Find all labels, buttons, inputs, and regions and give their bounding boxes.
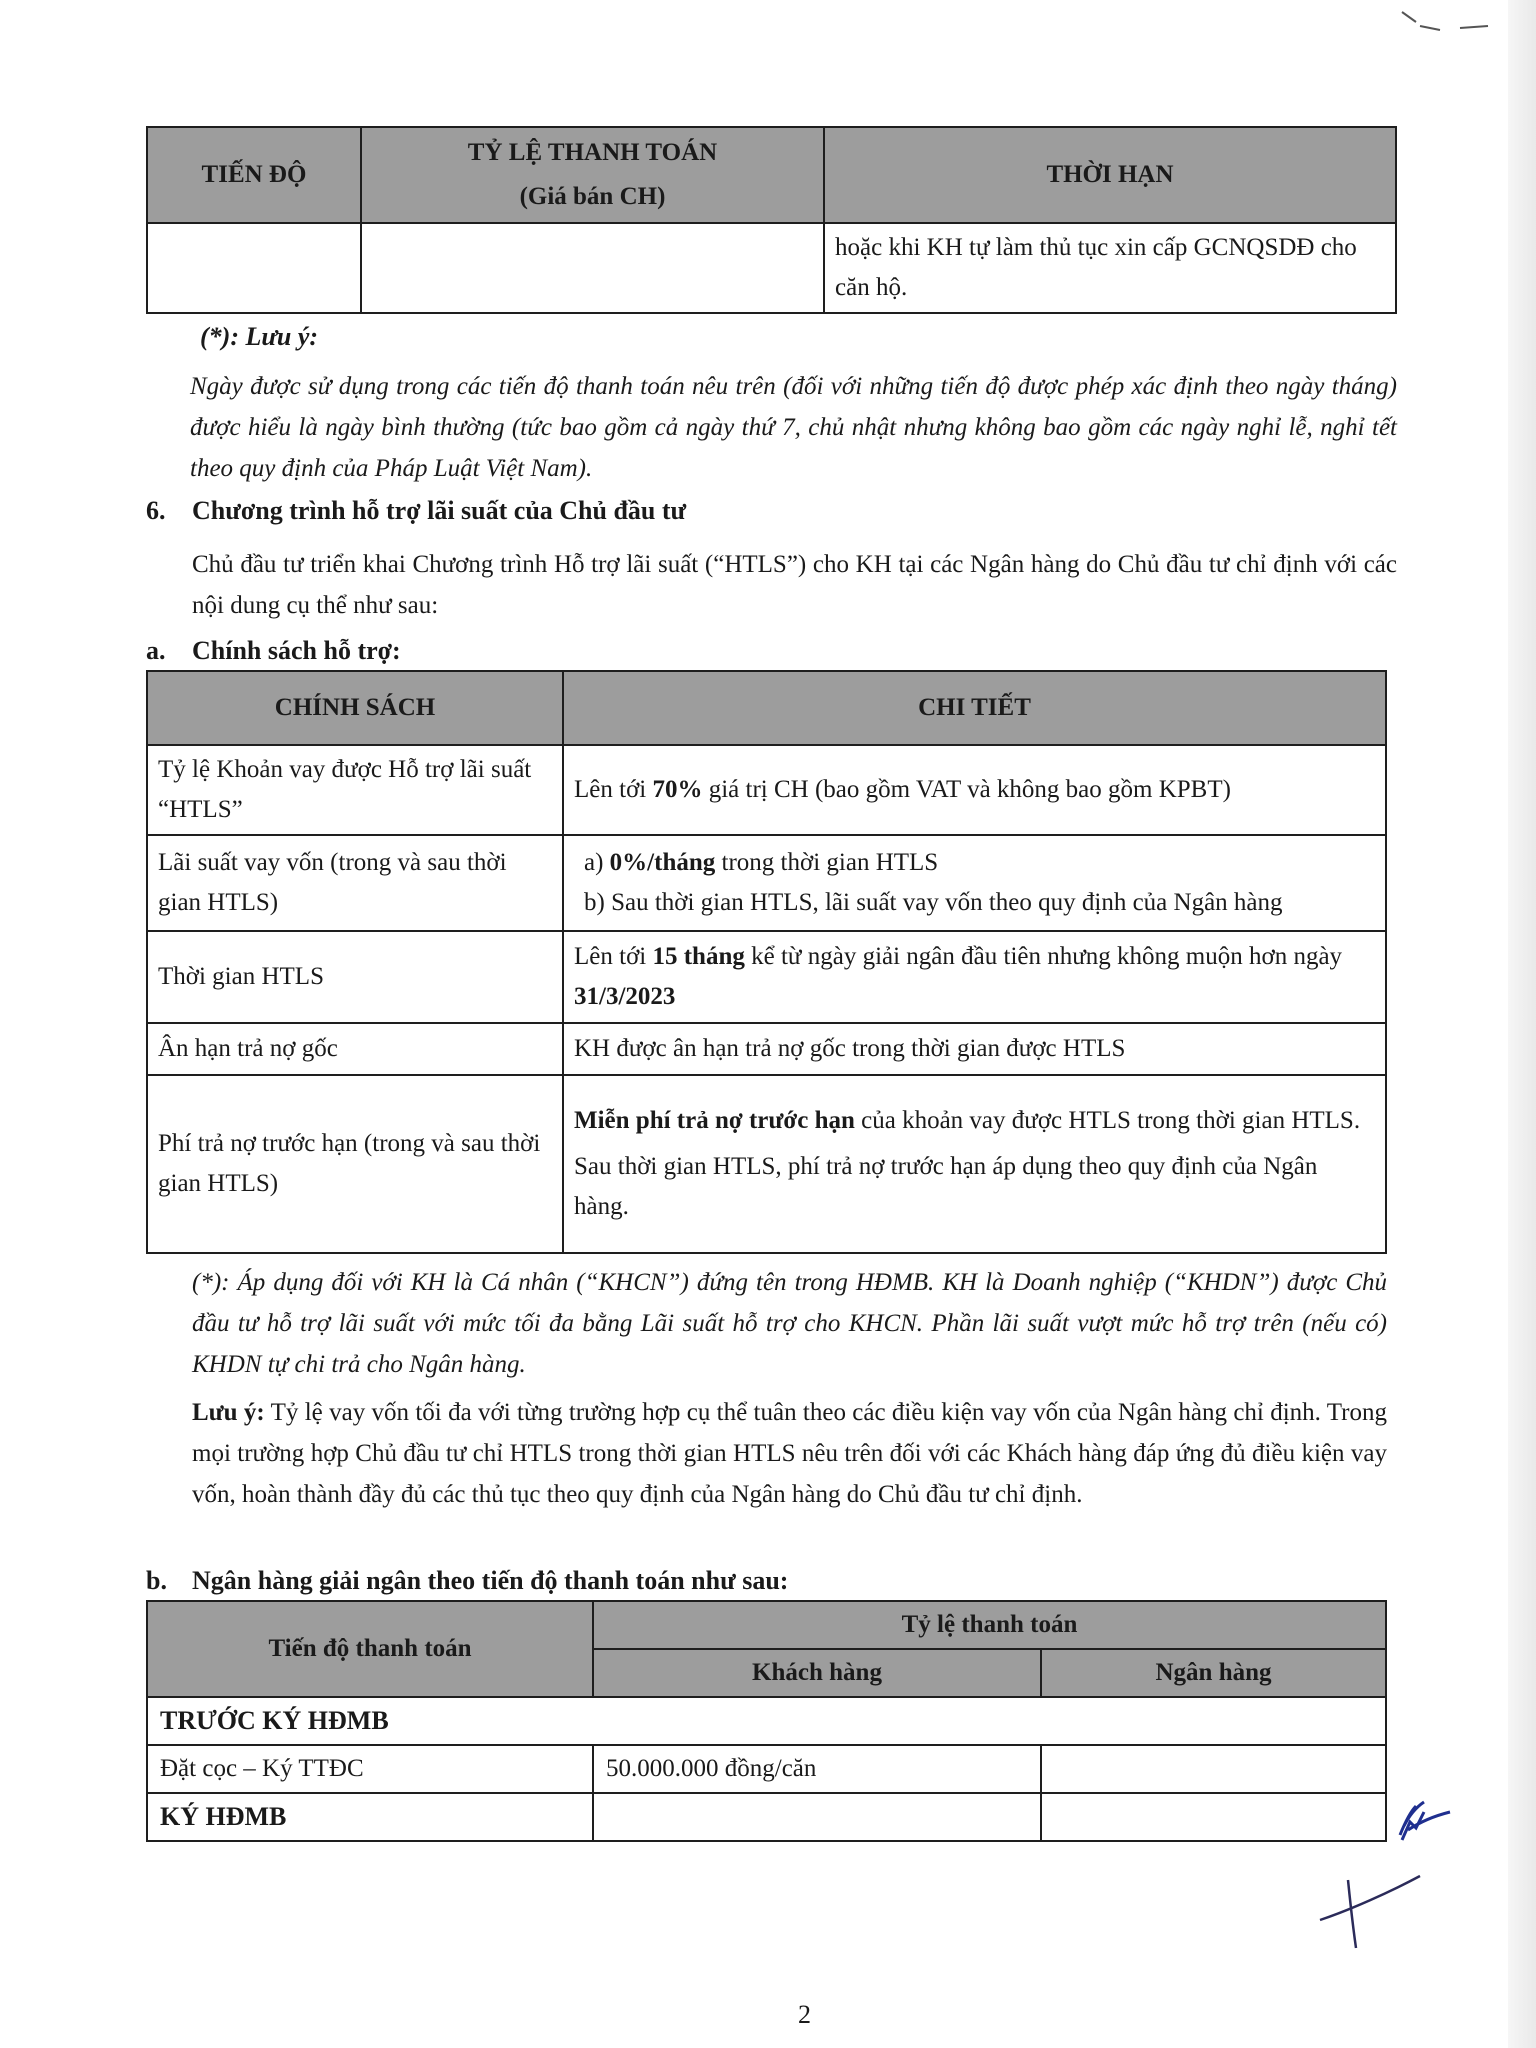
cell-deadline: hoặc khi KH tự làm thủ tục xin cấp GCNQSDĐ cho căn hộ.: [824, 223, 1396, 313]
cell-policy: Thời gian HTLS: [147, 931, 563, 1023]
detail-text: Lên tới: [574, 776, 653, 803]
cell-progress-sign: KÝ HĐMB: [147, 1793, 593, 1841]
table-row: [147, 1075, 1386, 1253]
cell-customer: 50.000.000 đồng/căn: [593, 1745, 1041, 1793]
section-b-heading: [146, 1566, 788, 1596]
section-6-number: 6.: [146, 496, 166, 525]
detail-line-a: [584, 843, 1375, 883]
header-deadline: THỜI HẠN: [824, 127, 1396, 223]
table-row: [147, 1745, 1386, 1793]
payment-schedule-table: [146, 126, 1397, 314]
cell-detail: [563, 1075, 1386, 1253]
header-policy: CHÍNH SÁCH: [147, 671, 563, 745]
table-header-row: [147, 127, 1396, 223]
detail-bold: 31/3/2023: [574, 983, 676, 1010]
detail-text: kể từ ngày giải ngân đầu tiên nhưng không muộn hơn ngày: [744, 943, 1343, 970]
section-6-heading: [146, 496, 686, 526]
cell-policy: Tỷ lệ Khoản vay được Hỗ trợ lãi suất “HTLS”: [147, 745, 563, 835]
section-6-body: Chủ đầu tư triển khai Chương trình Hỗ trợ lãi suất (“HTLS”) cho KH tại các Ngân hàng do Chủ đầu tư chỉ định với các nội dung cụ thể như sau:: [192, 551, 1397, 619]
section-row-before: TRƯỚC KÝ HĐMB: [147, 1697, 1386, 1745]
note-3-body: Tỷ lệ vay vốn tối đa với từng trường hợp cụ thể tuân theo các điều kiện vay vốn của Ngân hàng chỉ định. Trong mọi trường hợp Chủ đầu tư chỉ HTLS trong thời gian HTLS nêu trên đối với các Khách hàng đáp ứng đủ điều kiện vay vốn, hoàn thành đầy đủ các thủ tục theo quy định của Ngân hàng do Chủ đầu tư chỉ định.: [192, 1399, 1387, 1508]
cell-bank: [1041, 1745, 1386, 1793]
header-rate-line2: (Giá bán CH): [519, 183, 666, 210]
table-row: [147, 223, 1396, 313]
page-number: 2: [798, 2000, 811, 2029]
detail-text: của khoản vay được HTLS trong thời gian HTLS.: [854, 1107, 1361, 1134]
cell-policy: Lãi suất vay vốn (trong và sau thời gian HTLS): [147, 835, 563, 931]
detail-line-b: b) Sau thời gian HTLS, lãi suất vay vốn theo quy định của Ngân hàng: [584, 889, 1283, 916]
header-detail: CHI TIẾT: [563, 671, 1386, 745]
note-3: [192, 1392, 1387, 1515]
table-header-row: [147, 671, 1386, 745]
cell-detail: [563, 835, 1386, 931]
section-a-title: Chính sách hỗ trợ:: [192, 636, 401, 665]
detail-bold: 70%: [652, 776, 703, 803]
header-rate: Tỷ lệ thanh toán: [593, 1601, 1386, 1649]
note-body: Ngày được sử dụng trong các tiến độ thanh toán nêu trên (đối với những tiến độ được phép xác định theo ngày tháng) được hiểu là ngày bình thường (tức bao gồm cả ngày thứ 7, chủ nhật nhưng không bao gồm các ngày nghỉ lễ, nghỉ tết theo quy định của Pháp Luật Việt Nam).: [190, 373, 1397, 482]
page-edge: [1508, 0, 1536, 2048]
detail-para-1: [574, 1101, 1375, 1141]
table-row: [147, 931, 1386, 1023]
disbursement-table: [146, 1600, 1387, 1842]
detail-bold: 15 tháng: [652, 943, 745, 970]
header-payment-rate: [361, 127, 824, 223]
header-customer: Khách hàng: [593, 1649, 1041, 1697]
header-rate-line1: TỶ LỆ THANH TOÁN: [467, 139, 718, 166]
cell-detail: [563, 931, 1386, 1023]
corner-mark: [1400, 8, 1490, 38]
section-b-title: Ngân hàng giải ngân theo tiến độ thanh toán như sau:: [192, 1566, 789, 1595]
header-progress: Tiến độ thanh toán: [147, 1601, 593, 1697]
note-title: (*): Lưu ý:: [200, 322, 319, 351]
table-header-row: [147, 1601, 1386, 1649]
table-row: [147, 1697, 1386, 1745]
cell-rate: [361, 223, 824, 313]
detail-bold: Miễn phí trả nợ trước hạn: [574, 1107, 855, 1134]
section-6-title: Chương trình hỗ trợ lãi suất của Chủ đầu tư: [192, 496, 687, 525]
note-2: (*): Áp dụng đối với KH là Cá nhân (“KHCN”) đứng tên trong HĐMB. KH là Doanh nghiệp (“KHDN”) được Chủ đầu tư hỗ trợ lãi suất với mức tối đa bằng Lãi suất hỗ trợ cho KHCN. Phần lãi suất vượt mức hỗ trợ trên (nếu có) KHDN tự chi trả cho Ngân hàng.: [192, 1269, 1387, 1378]
cell-customer: [593, 1793, 1041, 1841]
detail-text: giá trị CH (bao gồm VAT và không bao gồm KPBT): [702, 776, 1231, 803]
section-a-number: a.: [146, 636, 166, 665]
section-a-heading: [146, 636, 401, 666]
table-row: [147, 745, 1386, 835]
section-b-number: b.: [146, 1566, 167, 1595]
cell-progress: Đặt cọc – Ký TTĐC: [147, 1745, 593, 1793]
detail-text: trong thời gian HTLS: [715, 849, 939, 876]
table-row: [147, 1793, 1386, 1841]
header-progress: TIẾN ĐỘ: [147, 127, 361, 223]
table-row: [147, 1023, 1386, 1075]
cell-progress: [147, 223, 361, 313]
cell-policy: Ân hạn trả nợ gốc: [147, 1023, 563, 1075]
detail-text: Lên tới: [574, 943, 653, 970]
detail-bold: 0%/tháng: [609, 849, 716, 876]
table-row: [147, 835, 1386, 931]
detail-text: a): [584, 849, 610, 876]
header-bank: Ngân hàng: [1041, 1649, 1386, 1697]
note-3-label: Lưu ý:: [192, 1399, 265, 1426]
cell-detail: [563, 745, 1386, 835]
detail-para-2: Sau thời gian HTLS, phí trả nợ trước hạn áp dụng theo quy định của Ngân hàng.: [574, 1153, 1318, 1220]
support-policy-table: [146, 670, 1387, 1254]
cell-detail: KH được ân hạn trả nợ gốc trong thời gian được HTLS: [563, 1023, 1386, 1075]
cell-policy: Phí trả nợ trước hạn (trong và sau thời gian HTLS): [147, 1075, 563, 1253]
signature: [1300, 1800, 1460, 1950]
